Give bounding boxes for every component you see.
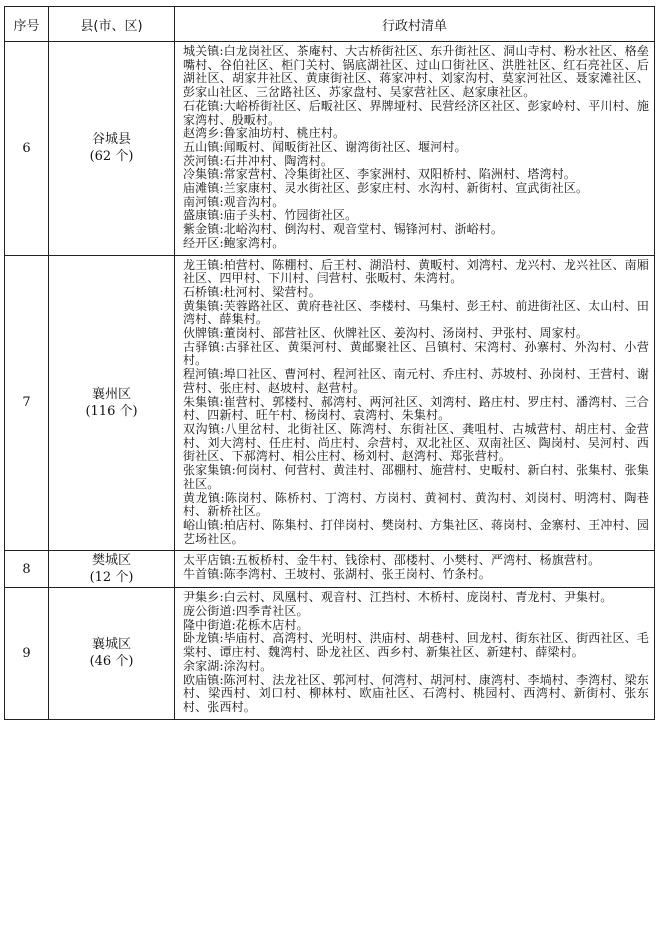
header-county: 县(市、区) xyxy=(49,7,175,42)
table-row xyxy=(5,588,655,719)
village-list-cell xyxy=(175,551,655,588)
town-entry: 龙王镇:柏营村、陈棚村、后王村、湖沿村、黄畈村、刘湾村、龙兴村、龙兴社区、南厢社区、四甲村、下川村、闫营村、张畈村、朱湾村。 xyxy=(183,257,649,286)
row-number: 7 xyxy=(5,255,49,551)
town-entry: 黄龙镇:陈岗村、陈桥村、丁湾村、方岗村、黄祠村、黄沟村、刘岗村、明湾村、陶巷村、新桥社区。 xyxy=(183,490,649,519)
header-no: 序号 xyxy=(5,7,49,42)
county-cell xyxy=(49,42,175,256)
town-entry: 太平店镇:五板桥村、金牛村、钱徐村、邵楼村、小樊村、严湾村、杨旗营村。 xyxy=(183,553,601,568)
county-cell xyxy=(49,551,175,588)
town-entry: 紫金镇:北峪沟村、倒沟村、观音堂村、锡锋河村、浙峪村。 xyxy=(183,222,504,237)
town-entry: 茨河镇:石井冲村、陶湾村。 xyxy=(183,153,333,168)
town-entry: 庞公街道:四季青社区。 xyxy=(183,604,309,619)
village-count: (116 个) xyxy=(85,403,138,419)
town-entry: 庙滩镇:兰家康村、灵水街社区、彭家庄村、水沟村、新街村、宣武街社区。 xyxy=(183,181,589,196)
village-list-cell xyxy=(175,42,655,256)
town-entry: 赵湾乡:鲁家油坊村、桃庄村。 xyxy=(183,126,346,141)
town-entry: 尹集乡:白云村、凤凰村、观音村、江挡村、木桥村、庞岗村、青龙村、尹集村。 xyxy=(183,590,613,605)
county-name: 襄州区 xyxy=(91,386,131,402)
table-row xyxy=(5,42,655,256)
header-row xyxy=(5,7,655,42)
town-entry: 隆中街道:花栎木店村。 xyxy=(183,617,309,632)
county-name: 樊城区 xyxy=(91,553,131,569)
town-entry: 黄集镇:芙蓉路社区、黄府巷社区、李楼村、马集村、彭王村、前进街社区、太山村、田湾村、薛集村。 xyxy=(183,298,649,327)
village-count: (46 个) xyxy=(89,654,134,670)
village-list-table xyxy=(4,6,655,720)
town-entry: 双沟镇:八里岔村、北街社区、陈湾村、东街社区、龚咀村、古城营村、胡庄村、金营村、刘大湾村、任庄村、尚庄村、佘营村、双北社区、双南社区、陶岗村、吴河村、西街社区、下郝湾村、相公庄村、杨刘村、赵湾村、郑张营村。 xyxy=(183,421,649,464)
header-villages: 行政村清单 xyxy=(175,7,655,42)
town-entry: 张家集镇:何岗村、何营村、黄洼村、邵棚村、施营村、史畈村、新白村、张集村、张集社区。 xyxy=(183,463,649,491)
town-entry: 五山镇:闻畈村、闻畈街社区、谢湾街社区、堰河村。 xyxy=(183,139,467,154)
town-entry: 古驿镇:古驿社区、黄渠河村、黄邮聚社区、吕镇村、宋湾村、孙寨村、外沟村、小营村。 xyxy=(183,339,649,368)
village-list-cell xyxy=(175,255,655,551)
village-count: (62 个) xyxy=(89,149,134,165)
town-entry: 石花镇:大峪桥街社区、后畈社区、界牌垭村、民营经济区社区、彭家岭村、平川村、施家湾村、殷畈村。 xyxy=(183,98,649,127)
county-name: 谷城县 xyxy=(91,132,131,148)
town-entry: 盛康镇:庙子头村、竹园街社区。 xyxy=(183,208,358,223)
town-entry: 南河镇:观音沟村。 xyxy=(183,194,285,209)
town-entry: 冷集镇:常家营村、冷集街社区、李家洲村、双阳桥村、陷洲村、塔湾村。 xyxy=(183,167,576,182)
village-count: (12 个) xyxy=(89,570,134,586)
row-number: 6 xyxy=(5,42,49,256)
village-list-cell xyxy=(175,588,655,719)
row-number: 9 xyxy=(5,588,49,719)
town-entry: 牛首镇:陈李湾村、王坡村、张湖村、张王岗村、竹条村。 xyxy=(183,567,491,582)
town-entry: 峪山镇:柏店村、陈集村、打伴岗村、樊岗村、方集社区、蒋岗村、金寨村、王冲村、园艺场社区。 xyxy=(183,517,649,546)
town-entry: 经开区:鲍家湾村。 xyxy=(183,235,285,250)
county-cell xyxy=(49,255,175,551)
town-entry: 卧龙镇:毕庙村、高湾村、光明村、洪庙村、胡巷村、回龙村、街东社区、街西社区、毛棠村、谭庄村、魏湾村、卧龙社区、西乡村、新集社区、新建村、薛梁村。 xyxy=(183,631,649,660)
town-entry: 朱集镇:崔营村、郭楼村、郝湾村、两河社区、刘湾村、路庄村、罗庄村、潘湾村、三合村、四新村、旺午村、杨岗村、袁湾村、朱集村。 xyxy=(183,394,649,423)
town-entry: 城关镇:白龙岗社区、茶庵村、大古桥街社区、东升街社区、洞山寺村、粉水社区、格垒嘴村、谷伯社区、柜门关村、锅底湖社区、过山口街社区、洪胜社区、红石亮社区、后湖社区、胡家井社区、黄康街社区、蒋家冲村、刘家沟村、莫家河社区、聂家滩社区、彭家山社区、三岔路社区、苏家盘村、吴家营社区、赵家康社区。 xyxy=(183,44,649,100)
town-entry: 石桥镇:杜河村、梁营村。 xyxy=(183,284,321,299)
county-cell xyxy=(49,588,175,719)
town-entry: 程河镇:埠口社区、曹河村、程河社区、南元村、乔庄村、苏坡村、孙岗村、王营村、谢营村、张庄村、赵坡村、赵营村。 xyxy=(183,367,649,395)
table-row xyxy=(5,551,655,588)
table-row xyxy=(5,255,655,551)
town-entry: 欧庙镇:陈河村、法龙社区、郭河村、何湾村、胡河村、康湾村、李埫村、李湾村、梁东村、梁西村、刘口村、柳林村、欧庙社区、石湾村、桃园村、西湾村、新街村、张东村、张西村。 xyxy=(183,672,649,714)
town-entry: 余家湖:涂沟村。 xyxy=(183,658,273,673)
town-entry: 伙牌镇:董岗村、部营社区、伙牌社区、姜沟村、汤岗村、尹张村、周家村。 xyxy=(183,326,589,341)
county-name: 襄城区 xyxy=(91,637,131,653)
row-number: 8 xyxy=(5,551,49,588)
